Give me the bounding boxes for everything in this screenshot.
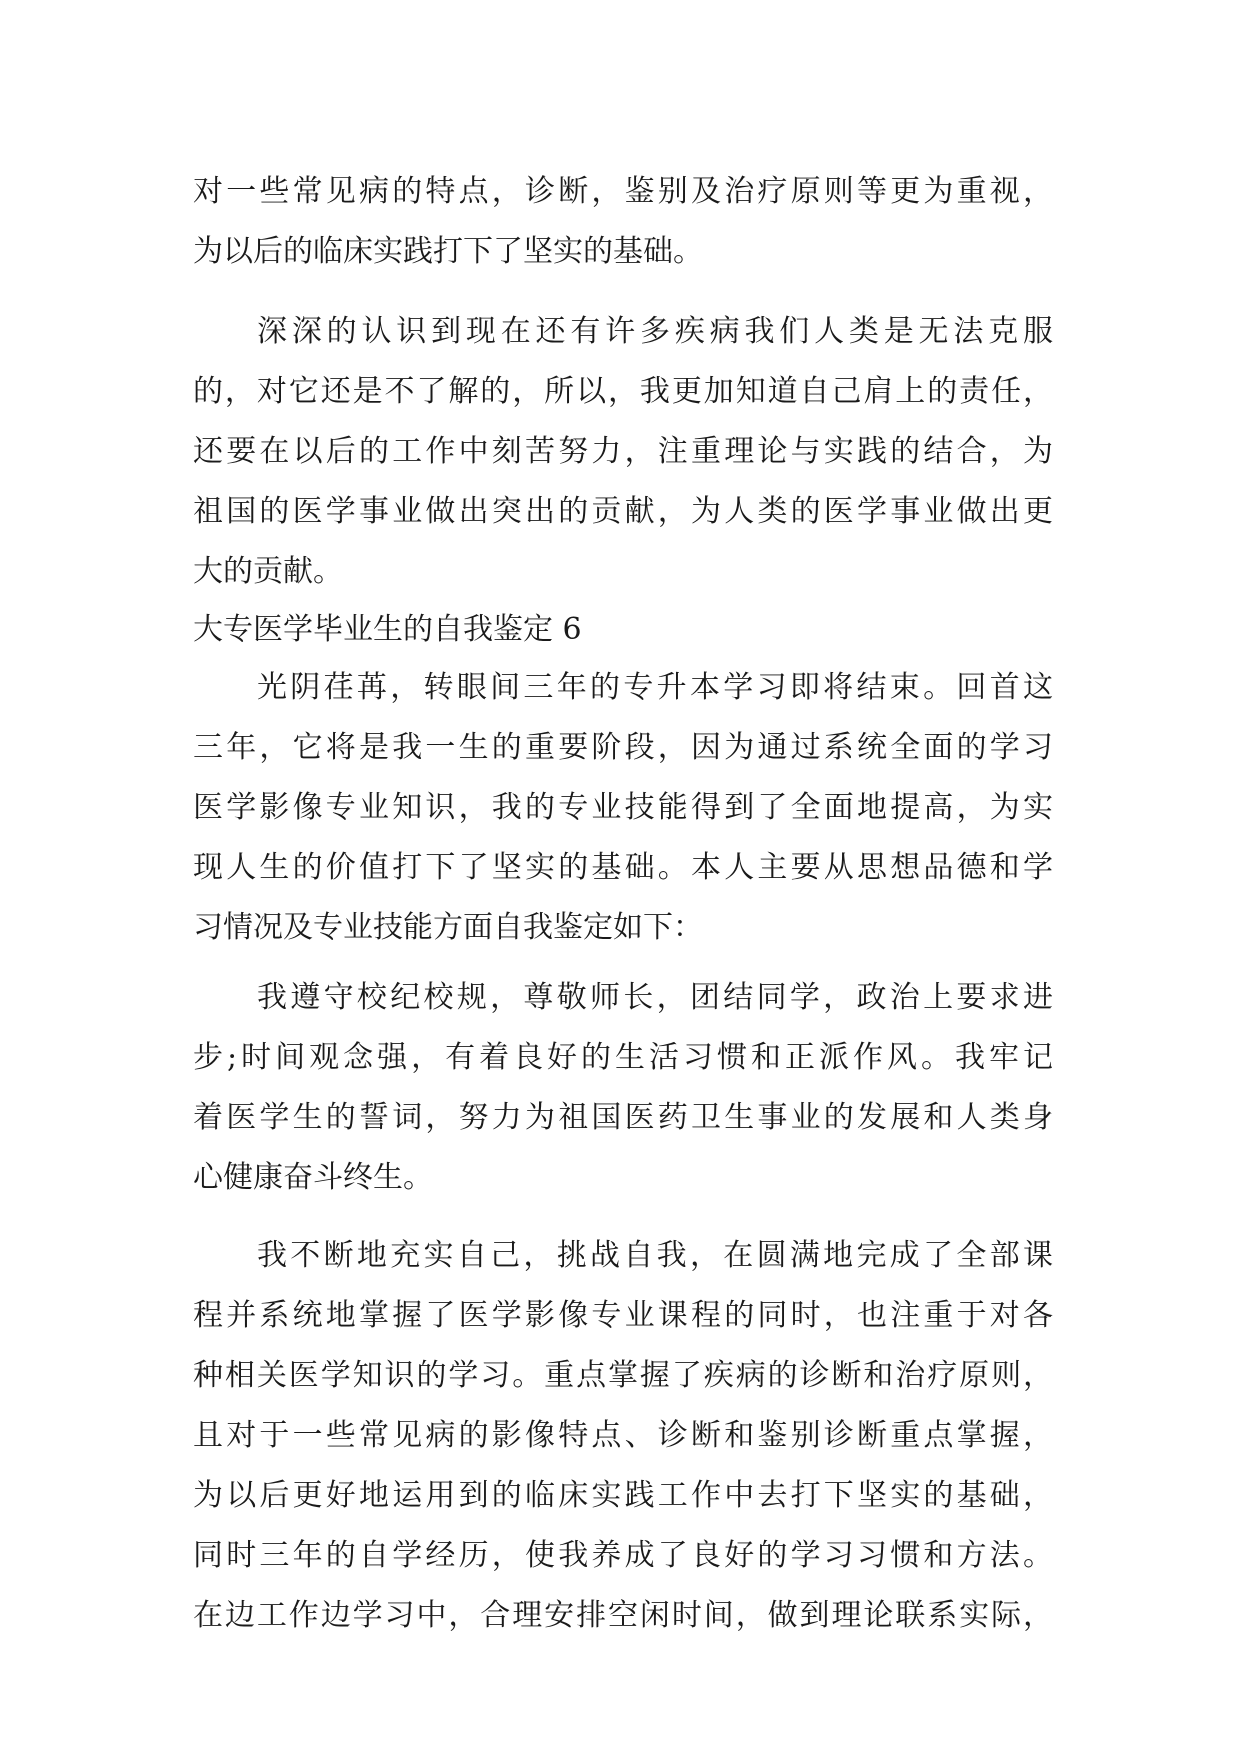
paragraph-line: 为以后的临床实践打下了坚实的基础。 [193,234,703,269]
paragraph-line: 祖国的医学事业做出突出的贡献，为人类的医学事业做出更 [193,494,1053,529]
paragraph-line: 习情况及专业技能方面自我鉴定如下： [193,910,703,945]
paragraph-line: 深深的认识到现在还有许多疾病我们人类是无法克服 [257,314,1053,349]
paragraph-line: 程并系统地掌握了医学影像专业课程的同时，也注重于对各 [193,1298,1053,1333]
paragraph-line: 同时三年的自学经历，使我养成了良好的学习习惯和方法。 [193,1538,1053,1573]
paragraph-line: 大的贡献。 [193,554,343,589]
paragraph-line: 心健康奋斗终生。 [193,1160,433,1195]
paragraph-line: 种相关医学知识的学习。重点掌握了疾病的诊断和治疗原则， [193,1358,1053,1393]
paragraph-line: 对一些常见病的特点，诊断，鉴别及治疗原则等更为重视， [193,174,1053,209]
paragraph-line: 步;时间观念强，有着良好的生活习惯和正派作风。我牢记 [193,1040,1053,1075]
paragraph-line: 的，对它还是不了解的，所以，我更加知道自己肩上的责任， [193,374,1053,409]
paragraph-line: 医学影像专业知识，我的专业技能得到了全面地提高，为实 [193,790,1053,825]
paragraph-line: 我不断地充实自己，挑战自我，在圆满地完成了全部课 [257,1238,1053,1273]
paragraph-line: 三年，它将是我一生的重要阶段，因为通过系统全面的学习 [193,730,1053,765]
paragraph-line: 且对于一些常见病的影像特点、诊断和鉴别诊断重点掌握， [193,1418,1053,1453]
paragraph-line: 着医学生的誓词，努力为祖国医药卫生事业的发展和人类身 [193,1100,1053,1135]
paragraph-line: 现人生的价值打下了坚实的基础。本人主要从思想品德和学 [193,850,1053,885]
paragraph-line: 还要在以后的工作中刻苦努力，注重理论与实践的结合，为 [193,434,1053,469]
paragraph-line: 在边工作边学习中，合理安排空闲时间，做到理论联系实际， [193,1598,1053,1633]
paragraph-line: 我遵守校纪校规，尊敬师长，团结同学，政治上要求进 [257,980,1053,1015]
section-heading: 大专医学毕业生的自我鉴定 6 [193,612,582,647]
paragraph-line: 光阴荏苒，转眼间三年的专升本学习即将结束。回首这 [257,670,1053,705]
paragraph-line: 为以后更好地运用到的临床实践工作中去打下坚实的基础， [193,1478,1053,1513]
